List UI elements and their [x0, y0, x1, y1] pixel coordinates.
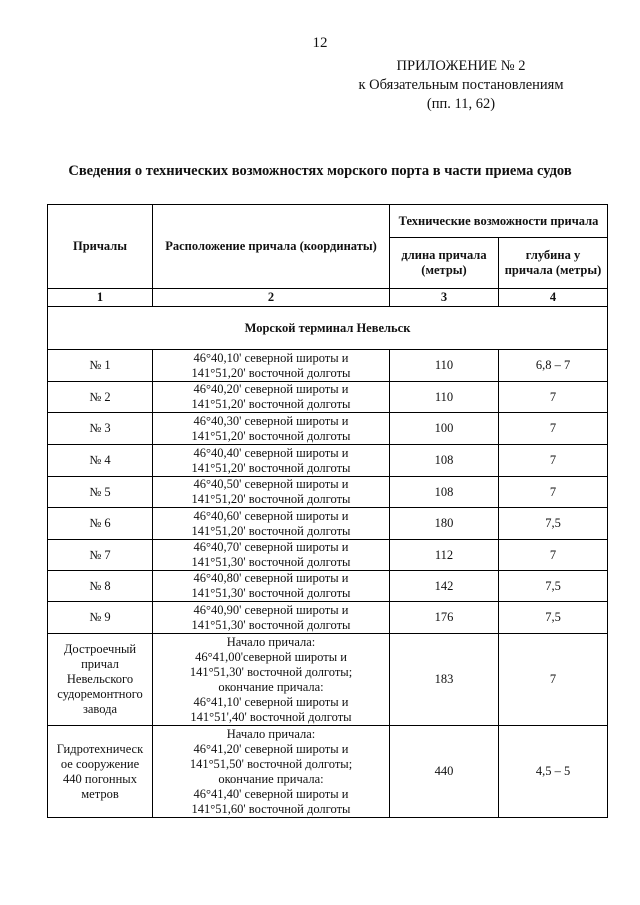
coordinate-line: 46°41,20' северной широты и [193, 741, 349, 756]
page-number: 12 [312, 35, 328, 51]
berth-coordinates [153, 726, 390, 818]
berth-length: 176 [390, 602, 499, 634]
column-number: 2 [153, 289, 390, 307]
berth-length: 180 [390, 508, 499, 540]
coordinate-line: Начало причала: [226, 634, 316, 649]
column-numbers-row [48, 289, 608, 307]
header-depth: глубина у причала (метры) [499, 238, 608, 289]
berth-name-line: метров [81, 786, 119, 801]
berth-name-line: ое сооружение [60, 756, 140, 771]
berth-name-line: завода [82, 702, 118, 716]
coordinate-line: 46°40,80' северной широты и [193, 571, 349, 585]
berths-table [47, 204, 608, 818]
coordinate-line: 141°51,60' восточной долготы [191, 801, 351, 816]
table-row [48, 634, 608, 726]
berth-name: № 8 [48, 571, 153, 602]
header-location: Расположение причала (координаты) [153, 205, 390, 289]
berth-name: № 5 [48, 477, 153, 508]
header-tech: Технические возможности причала [390, 205, 608, 238]
berth-length: 440 [390, 726, 499, 818]
coordinate-line: 141°51,20' восточной долготы [191, 428, 351, 443]
berth-coordinates [153, 445, 390, 477]
coordinate-line: 141°51,50' восточной долготы; [189, 756, 353, 771]
column-number: 4 [499, 289, 608, 307]
table-row [48, 726, 608, 818]
coordinate-line: 141°51,30' восточной долготы [191, 586, 351, 600]
berth-coordinates [153, 602, 390, 634]
terminal-name: Морской терминал Невельск [48, 307, 608, 350]
berth-depth: 4,5 – 5 [499, 726, 608, 818]
berth-coordinates [153, 413, 390, 445]
coordinate-line: 46°40,20' северной широты и [193, 382, 349, 396]
berth-name-line: причал [81, 657, 119, 671]
berth-name-line: Невельского [66, 672, 134, 686]
table-row [48, 602, 608, 634]
berth-depth: 7,5 [499, 571, 608, 602]
table-row [48, 382, 608, 413]
berth-length: 110 [390, 350, 499, 382]
column-number: 3 [390, 289, 499, 307]
coordinate-line: 46°41,00'северной широты и [195, 649, 347, 664]
berth-name: № 4 [48, 445, 153, 477]
berth-length: 100 [390, 413, 499, 445]
coordinate-line: 141°51,20' восточной долготы [191, 460, 351, 475]
column-number: 1 [48, 289, 153, 307]
appendix-block [350, 57, 572, 114]
berth-name: № 9 [48, 602, 153, 634]
coordinate-line: 141°51,20' восточной долготы [191, 365, 351, 380]
coordinate-line: 141°51',40' восточной долготы [190, 709, 352, 724]
coordinate-line: 141°51,20' восточной долготы [191, 523, 351, 538]
coordinate-line: 46°41,40' северной широты и [193, 786, 349, 801]
header-length: длина причала (метры) [390, 238, 499, 289]
coordinate-line: 46°40,50' северной широты и [193, 477, 349, 491]
table-row [48, 445, 608, 477]
appendix-subtitle: к Обязательным постановлениям [358, 77, 564, 93]
table-row [48, 508, 608, 540]
berth-name-line: Достроечный [63, 642, 137, 656]
coordinate-line: 46°40,90' северной широты и [193, 602, 349, 617]
berth-length: 108 [390, 477, 499, 508]
coordinate-line: 141°51,30' восточной долготы [191, 617, 351, 632]
table-row [48, 571, 608, 602]
document-heading: Сведения о технических возможностях морского порта в части приема судов [68, 163, 572, 179]
berth-depth: 7 [499, 382, 608, 413]
berth-length: 112 [390, 540, 499, 571]
berth-name: № 7 [48, 540, 153, 571]
berth-name-line: 440 погонных [63, 771, 137, 786]
berth-length: 183 [390, 634, 499, 726]
coordinate-line: окончание причала: [218, 679, 324, 694]
terminal-row [48, 307, 608, 350]
berth-length: 142 [390, 571, 499, 602]
berth-name-line: судоремонтного [57, 687, 143, 701]
coordinate-line: 141°51,30' восточной долготы [191, 555, 351, 569]
berth-depth: 7 [499, 540, 608, 571]
berth-coordinates [153, 382, 390, 413]
berth-depth: 7 [499, 634, 608, 726]
table-row [48, 477, 608, 508]
berth-coordinates [153, 350, 390, 382]
coordinate-line: 46°40,30' северной широты и [193, 413, 349, 428]
coordinate-line: Начало причала: [226, 726, 316, 741]
coordinate-line: 46°41,10' северной широты и [193, 694, 349, 709]
berth-name: № 2 [48, 382, 153, 413]
berth-depth: 7,5 [499, 508, 608, 540]
berth-depth: 7,5 [499, 602, 608, 634]
berth-depth: 7 [499, 413, 608, 445]
table-row [48, 350, 608, 382]
coordinate-line: окончание причала: [218, 771, 324, 786]
coordinate-line: 46°40,70' северной широты и [193, 540, 349, 554]
appendix-title: ПРИЛОЖЕНИЕ № 2 [396, 58, 526, 74]
coordinate-line: 46°40,40' северной широты и [193, 445, 349, 460]
berth-name-line: Гидротехническ [56, 741, 144, 756]
berth-name: № 3 [48, 413, 153, 445]
berth-name [48, 726, 153, 818]
berth-name: № 6 [48, 508, 153, 540]
table-row [48, 540, 608, 571]
berth-coordinates [153, 477, 390, 508]
coordinate-line: 46°40,60' северной широты и [193, 508, 349, 523]
berth-coordinates [153, 634, 390, 726]
coordinate-line: 46°40,10' северной широты и [193, 350, 349, 365]
berth-coordinates [153, 571, 390, 602]
coordinate-line: 141°51,30' восточной долготы; [189, 664, 353, 679]
berth-length: 108 [390, 445, 499, 477]
berth-length: 110 [390, 382, 499, 413]
berth-coordinates [153, 540, 390, 571]
coordinate-line: 141°51,20' восточной долготы [191, 397, 351, 411]
berth-depth: 6,8 – 7 [499, 350, 608, 382]
header-berths: Причалы [48, 205, 153, 289]
appendix-ref: (пп. 11, 62) [426, 96, 496, 112]
berth-coordinates [153, 508, 390, 540]
coordinate-line: 141°51,20' восточной долготы [191, 492, 351, 506]
table-row [48, 413, 608, 445]
berth-depth: 7 [499, 445, 608, 477]
berth-depth: 7 [499, 477, 608, 508]
berth-name [48, 634, 153, 726]
berth-name: № 1 [48, 350, 153, 382]
